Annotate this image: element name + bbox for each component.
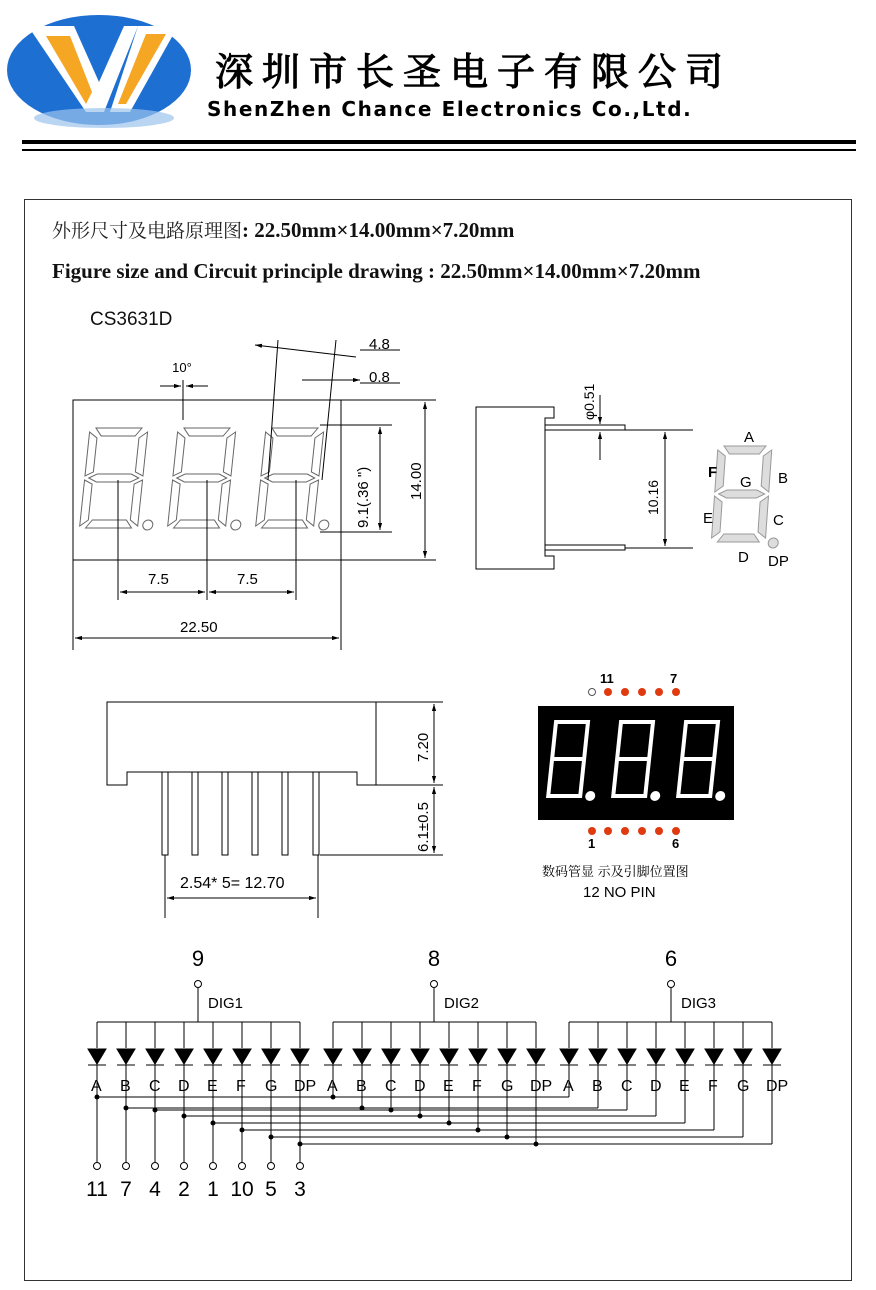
led-diode-1-8 (291, 1049, 309, 1064)
dim-pin-pitch: 2.54* 5= 12.70 (180, 875, 285, 892)
segment-map-digit (711, 446, 785, 548)
company-name-cn: 深圳市长圣电子有限公司 (215, 50, 733, 94)
seg-label-2-6: F (472, 1078, 482, 1095)
pin-pad-bottom-3 (621, 827, 629, 835)
digit-label-2: DIG2 (444, 995, 480, 1012)
bottom-pin-label-7: 5 (265, 1178, 277, 1201)
anode-terminal-1 (195, 981, 202, 988)
front-digit-2 (167, 428, 251, 530)
company-name-en: ShenZhen Chance Electronics Co.,Ltd. (207, 97, 693, 121)
dim-pitch-1: 7.5 (148, 571, 169, 588)
seg-label-2-2: B (356, 1078, 367, 1095)
digit-label-1: DIG1 (208, 995, 244, 1012)
dim-seg-width: 4.8 (369, 336, 390, 353)
led-diode-1-2 (117, 1049, 135, 1064)
led-diode-3-6 (705, 1049, 723, 1064)
seg-label-g: G (740, 474, 752, 491)
bottom-pin-2 (192, 772, 198, 855)
front-digit-1 (79, 428, 163, 530)
bottom-pin-1 (162, 772, 168, 855)
bottom-terminal-5 (210, 1163, 217, 1170)
led-diode-3-3 (618, 1049, 636, 1064)
pin-pad-top-5 (655, 688, 663, 696)
pin-label-bottom-left: 1 (588, 836, 596, 851)
schematic (86, 946, 788, 1201)
bottom-terminal-6 (239, 1163, 246, 1170)
pin-caption: 数码管显 示及引脚位置图 (542, 864, 689, 879)
pin-pad-top-1 (589, 689, 596, 696)
front-view (73, 340, 436, 650)
digit-pin-2: 8 (427, 946, 441, 971)
dim-pitch-2: 7.5 (237, 571, 258, 588)
seg-label-1-5: E (207, 1078, 218, 1095)
bottom-pin-label-2: 7 (120, 1178, 132, 1201)
dim-width: 22.50 (180, 619, 218, 636)
seg-label-c: C (773, 512, 784, 529)
led-diode-3-4 (647, 1049, 665, 1064)
led-diode-3-2 (589, 1049, 607, 1064)
dim-pin-length: 6.1±0.5 (415, 802, 432, 852)
bottom-pin-5 (282, 772, 288, 855)
led-diode-1-3 (146, 1049, 164, 1064)
led-diode-2-8 (527, 1049, 545, 1064)
bottom-terminal-2 (123, 1163, 130, 1170)
digit-label-3: DIG3 (681, 995, 717, 1012)
seg-label-3-5: E (679, 1078, 690, 1095)
bottom-pin-3 (222, 772, 228, 855)
bottom-pin-label-5: 1 (207, 1178, 219, 1201)
led-diode-1-5 (204, 1049, 222, 1064)
pin-diagram (538, 688, 734, 835)
pin-pad-bottom-1 (588, 827, 596, 835)
seg-label-3-6: F (708, 1078, 718, 1095)
led-diode-2-4 (411, 1049, 429, 1064)
dim-stroke: 0.8 (369, 369, 390, 386)
led-diode-2-1 (324, 1049, 342, 1064)
digit-pin-1: 9 (191, 946, 205, 971)
led-diode-1-4 (175, 1049, 193, 1064)
dim-angle: 10° (172, 360, 192, 375)
seg-label-3-8: DP (766, 1078, 789, 1095)
led-diode-1-7 (262, 1049, 280, 1064)
seg-label-b: B (778, 470, 789, 487)
seg-label-1-6: F (236, 1078, 246, 1095)
pin-count: 12 NO PIN (583, 884, 656, 901)
led-diode-2-5 (440, 1049, 458, 1064)
seg-label-1-4: D (178, 1078, 190, 1095)
bottom-pin-label-4: 2 (178, 1178, 190, 1201)
pin-pad-top-6 (672, 688, 680, 696)
pin-pad-bottom-4 (638, 827, 646, 835)
led-diode-2-3 (382, 1049, 400, 1064)
pin-pad-top-3 (621, 688, 629, 696)
bottom-pin-label-1: 11 (86, 1178, 108, 1201)
dim-depth: 7.20 (415, 732, 432, 762)
seg-label-a: A (744, 429, 755, 446)
pin-label-top-right: 7 (670, 671, 678, 686)
bottom-pin-label-6: 10 (230, 1178, 254, 1201)
led-diode-1-6 (233, 1049, 251, 1064)
bottom-terminal-1 (94, 1163, 101, 1170)
segment-map (711, 446, 785, 548)
seg-label-2-1: A (327, 1078, 338, 1095)
led-diode-3-1 (560, 1049, 578, 1064)
seg-label-f: F (708, 464, 718, 481)
bottom-pin-4 (252, 772, 258, 855)
seg-label-2-4: D (414, 1078, 426, 1095)
pin-label-top-left: 11 (600, 671, 614, 686)
bottom-terminal-7 (268, 1163, 275, 1170)
bottom-pin-6 (313, 772, 319, 855)
model-number: CS3631D (90, 309, 173, 330)
dim-pin-dia: φ0.51 (581, 383, 597, 420)
seg-label-2-8: DP (530, 1078, 553, 1095)
dim-height: 14.00 (408, 462, 425, 500)
seg-label-3-3: C (621, 1078, 633, 1095)
anode-terminal-2 (431, 981, 438, 988)
seg-label-d: D (738, 549, 749, 566)
seg-label-2-7: G (501, 1078, 514, 1095)
title-cn-label: 外形尺寸及电路原理图 (52, 220, 243, 242)
pin-pad-top-4 (638, 688, 646, 696)
anode-terminal-3 (668, 981, 675, 988)
title-cn-dims: : 22.50mm×14.00mm×7.20mm (242, 218, 515, 242)
bottom-terminal-3 (152, 1163, 159, 1170)
dim-pin-span: 10.16 (645, 479, 661, 515)
pin-label-bottom-right: 6 (672, 836, 680, 851)
seg-label-1-2: B (120, 1078, 131, 1095)
bottom-pin-label-3: 4 (149, 1178, 161, 1201)
seg-label-3-2: B (592, 1078, 603, 1095)
pin-pad-bottom-5 (655, 827, 663, 835)
led-diode-3-7 (734, 1049, 752, 1064)
dim-digit-height: 9.1(.36 ") (355, 466, 372, 528)
led-diode-2-7 (498, 1049, 516, 1064)
led-diode-2-2 (353, 1049, 371, 1064)
led-diode-1-1 (88, 1049, 106, 1064)
bottom-terminal-4 (181, 1163, 188, 1170)
seg-label-3-1: A (563, 1078, 574, 1095)
bottom-pin-label-8: 3 (294, 1178, 306, 1201)
bottom-terminal-8 (297, 1163, 304, 1170)
seg-label-e: E (703, 510, 714, 527)
pin-pad-bottom-2 (604, 827, 612, 835)
led-diode-2-6 (469, 1049, 487, 1064)
seg-label-2-5: E (443, 1078, 454, 1095)
seg-label-1-7: G (265, 1078, 278, 1095)
seg-label-1-1: A (91, 1078, 102, 1095)
led-diode-3-8 (763, 1049, 781, 1064)
seg-label-1-8: DP (294, 1078, 317, 1095)
led-diode-3-5 (676, 1049, 694, 1064)
seg-label-dp: DP (768, 553, 789, 570)
seg-label-1-3: C (149, 1078, 161, 1095)
seg-label-2-3: C (385, 1078, 397, 1095)
digit-pin-3: 6 (664, 946, 678, 971)
pin-pad-bottom-6 (672, 827, 680, 835)
seg-label-3-7: G (737, 1078, 750, 1095)
title-en: Figure size and Circuit principle drawing : 22.50mm×14.00mm×7.20mm (52, 259, 701, 283)
seg-label-3-4: D (650, 1078, 662, 1095)
pin-pad-top-2 (604, 688, 612, 696)
